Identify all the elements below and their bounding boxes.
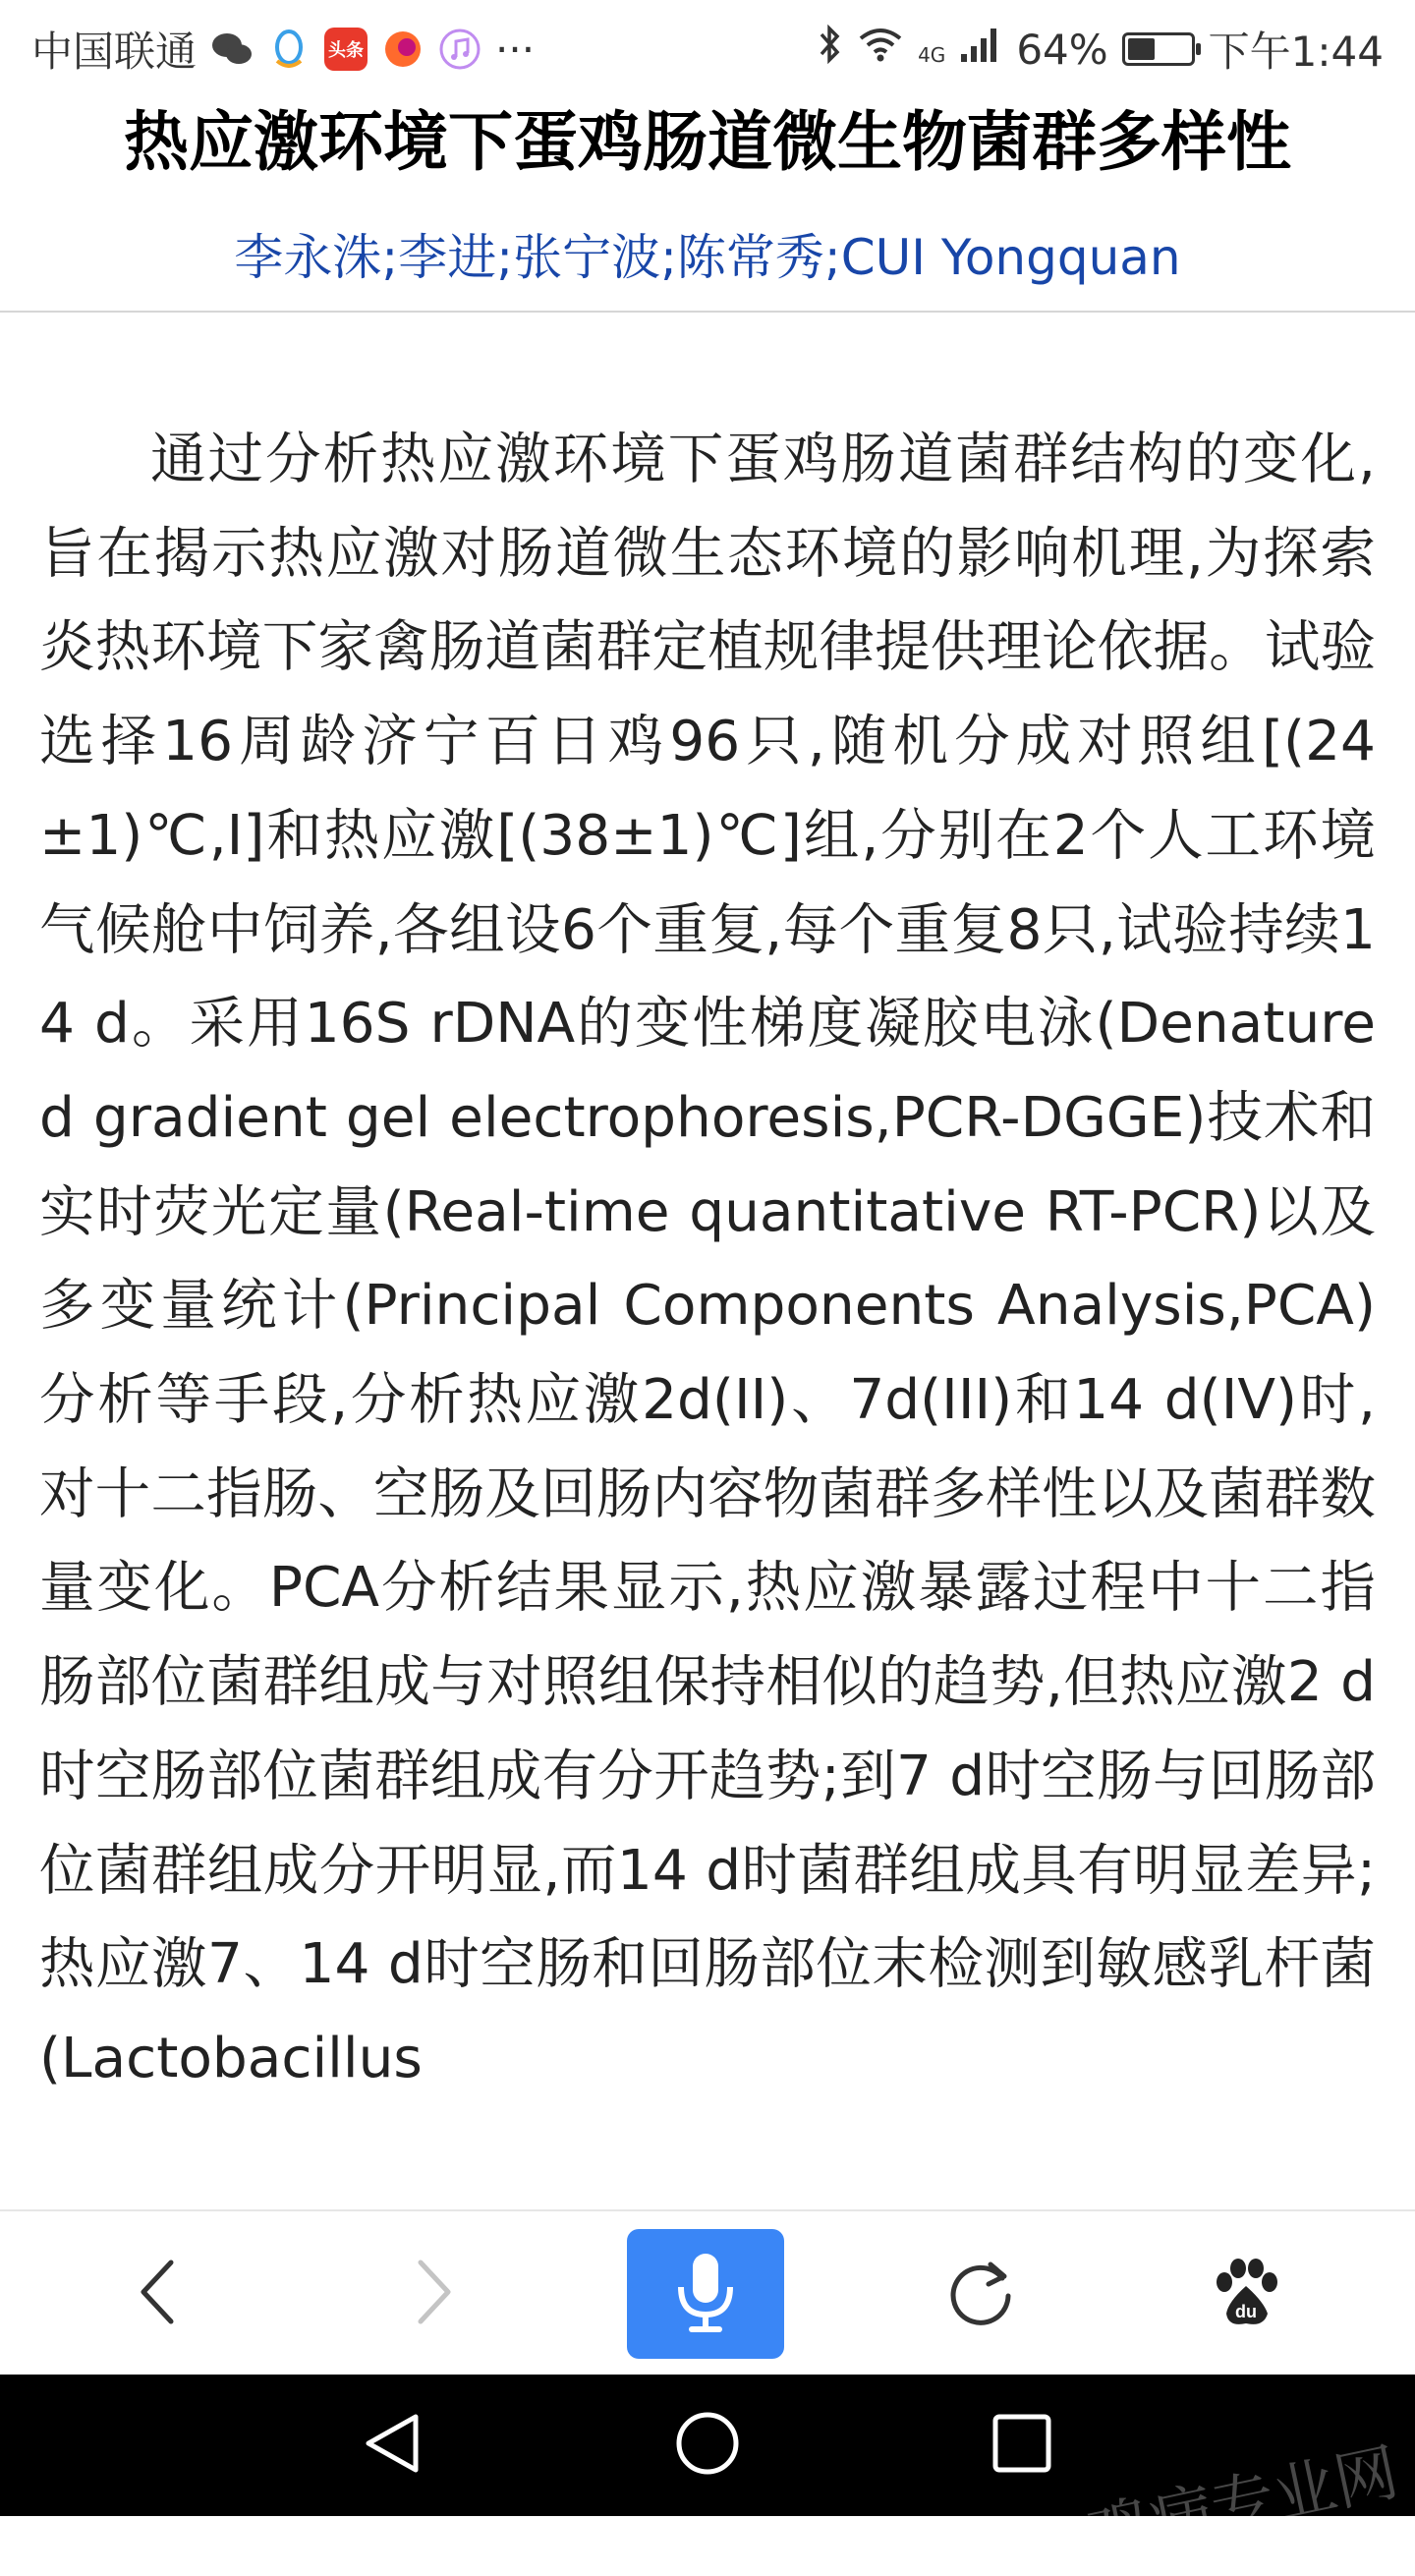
network-type-label: 4G [918,43,946,67]
baidu-home-button[interactable] [1167,2229,1325,2359]
microphone-icon [671,2248,740,2340]
article-title: 热应激环境下蛋鸡肠道微生物菌群多样性 [124,104,1291,180]
article-authors[interactable]: 李永洙;李进;张宁波;陈常秀;CUI Yongquan [234,229,1181,286]
signal-icon [959,25,1002,74]
back-icon [128,2253,187,2335]
watermark: 鸡病专业网 [1081,2435,1405,2573]
header-divider [0,311,1415,313]
more-notifications: ··· [495,25,536,74]
refresh-button[interactable] [902,2229,1059,2359]
toutiao-icon: 头条 [324,28,368,71]
triangle-back-icon [359,2409,427,2482]
circle-home-icon [673,2409,742,2482]
browser-toolbar [0,2209,1415,2375]
battery-icon [1122,32,1195,66]
clock: 下午1:44 [1208,28,1384,76]
bluetooth-icon [818,23,843,76]
carrier-label: 中国联通 [31,28,198,76]
nav-recents-button[interactable] [973,2396,1071,2494]
forward-button[interactable] [356,2229,513,2359]
qq-icon [267,28,311,71]
square-recents-icon [988,2409,1056,2482]
back-button[interactable] [79,2229,236,2359]
nav-home-button[interactable] [658,2396,757,2494]
android-nav-bar [0,2375,1415,2573]
refresh-icon [941,2253,1020,2335]
music-icon [438,28,481,71]
forward-icon [405,2253,464,2335]
wifi-icon [857,25,904,74]
baidu-paw-icon [1207,2253,1285,2335]
status-bar [0,0,1415,98]
article-abstract: 通过分析热应激环境下蛋鸡肠道菌群结构的变化,旨在揭示热应激对肠道微生态环境的影响机理,为探索炎热环境下家禽肠道菌群定植规律提供理论依据。试验选择16周龄济宁百日鸡96只,随机分成对照组[(24±1)℃,I]和热应激[(38±1)℃]组,分别在2个人工环境气候舱中饲养,各组设6个重复,每个重复8只,试验持续14 d。采用16S rDNA的变性梯度凝胶电泳(Denatured gradient gel electrophoresis,PCR-DGGE)技术和实时荧光定量(Real-time quantitative RT-PCR)以及多变量统计(Principal Components Analysis,PCA)分析等手段,分析热应激2d(II)、7d(III)和14 d(IV)时,对十二指肠、空肠及回肠内容物菌群多样性以及菌群数量变化。PCA分析结果显示,热应激暴露过程中十二指肠部位菌群组成与对照组保持相似的趋势,但热应激2 d时空肠部位菌群组成有分开趋势;到7 d时空肠与回肠部位菌群组成分开明显,而14 d时菌群组成具有明显差异;热应激7、14 d时空肠和回肠部位末检测到敏感乳杆菌(Lactobacillus [39,428,1376,2090]
battery-percent: 64% [1016,25,1108,74]
status-bar-right [818,20,1384,79]
status-bar-left [31,20,535,79]
weibo-icon [381,28,424,71]
voice-search-button[interactable] [627,2229,784,2359]
wechat-icon [210,28,254,71]
nav-back-button[interactable] [344,2396,442,2494]
battery-level [1128,38,1155,60]
baidu-du-label: du [1235,2302,1257,2321]
